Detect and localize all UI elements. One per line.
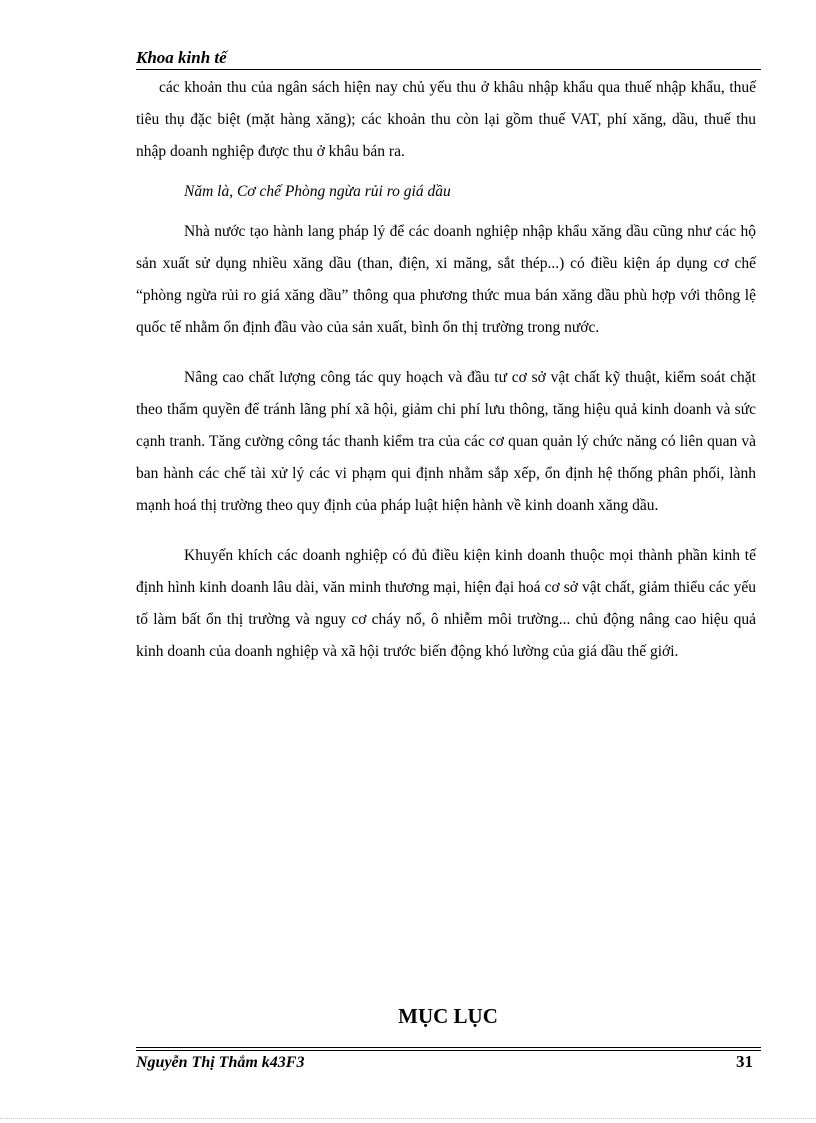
section-heading: Năm là, Cơ chế Phòng ngừa rủi ro giá dầu [184, 183, 451, 200]
paragraph: Nhà nước tạo hành lang pháp lý để các doanh nghiệp nhập khẩu xăng dầu cũng như các hộ sản xuất sử dụng nhiều xăng dầu (than, điện, xi măng, sắt thép...) có điều kiện áp dụng cơ chế “phòng ngừa rủi ro giá xăng dầu” thông qua phương thức mua bán xăng dầu phù hợp với thông lệ quốc tế nhằm ổn định đầu vào của sản xuất, bình ổn thị trường trong nước. [136, 223, 756, 336]
page-header-title: Khoa kinh tế [136, 48, 227, 67]
page-bottom-edge [0, 1118, 816, 1119]
paragraph-continuation: các khoản thu của ngân sách hiện nay chủ yếu thu ở khâu nhập khẩu qua thuế nhập khẩu, thuế tiêu thụ đặc biệt (mặt hàng xăng); các khoản thu còn lại gồm thuế VAT, phí xăng, dầu, thuế thu nhập doanh nghiệp được thu ở khâu bán ra. [136, 79, 756, 160]
header-divider [136, 69, 761, 70]
footer-author: Nguyễn Thị Thắm k43F3 [136, 1054, 305, 1071]
paragraph: Nâng cao chất lượng công tác quy hoạch và đầu tư cơ sở vật chất kỹ thuật, kiểm soát chặt theo thẩm quyền để tránh lãng phí xã hội, giảm chi phí lưu thông, tăng hiệu quả kinh doanh và sức cạnh tranh. Tăng cường công tác thanh kiểm tra của các cơ quan quản lý chức năng có liên quan và ban hành các chế tài xử lý các vi phạm qui định nhằm sắp xếp, ổn định hệ thống phân phối, lành mạnh hoá thị trường theo quy định của pháp luật hiện hành về kinh doanh xăng dầu. [136, 369, 756, 514]
table-of-contents-title: MỤC LỤC [398, 1004, 498, 1028]
page-number: 31 [736, 1052, 753, 1071]
footer-divider-double [136, 1050, 761, 1051]
document-body [136, 72, 756, 668]
footer-divider [136, 1047, 761, 1048]
paragraph: Khuyến khích các doanh nghiệp có đủ điều kiện kinh doanh thuộc mọi thành phần kinh tế định hình kinh doanh lâu dài, văn minh thương mại, hiện đại hoá cơ sở vật chất, giảm thiểu các yếu tố làm bất ổn thị trường và nguy cơ cháy nổ, ô nhiễm môi trường... chủ động nâng cao hiệu quả kinh doanh của doanh nghiệp và xã hội trước biến động khó lường của giá dầu thế giới. [136, 547, 756, 660]
